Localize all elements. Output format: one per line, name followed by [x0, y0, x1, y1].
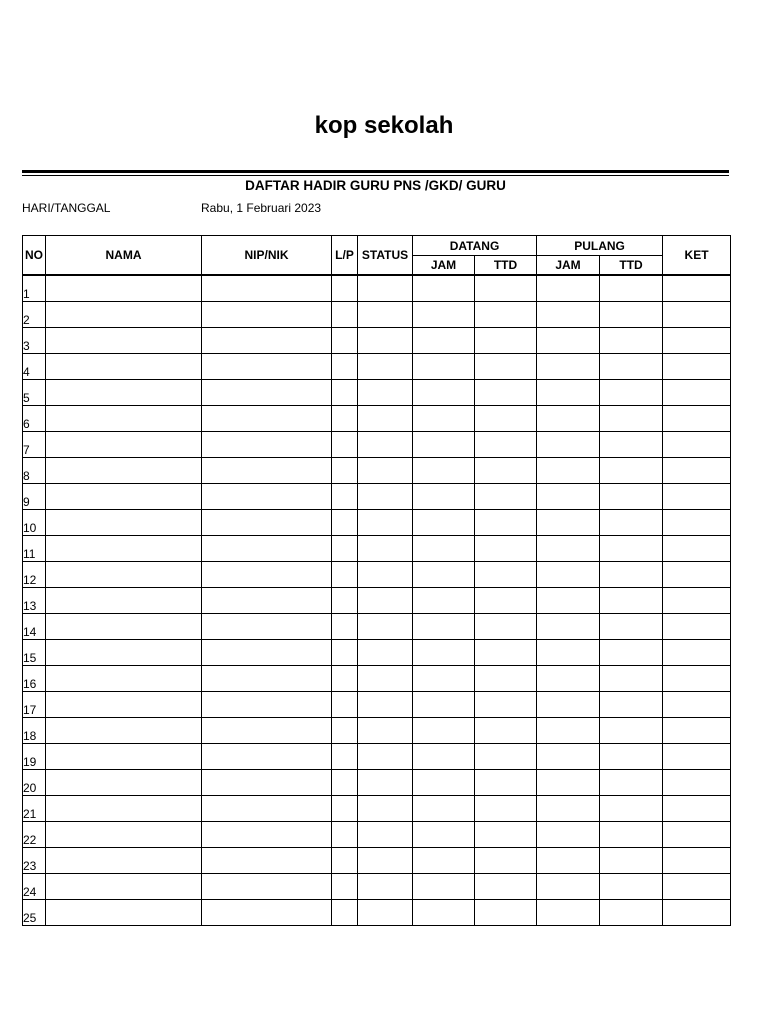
col-header-pulang: PULANG	[537, 236, 663, 256]
cell-nama	[46, 432, 202, 458]
cell-lp	[332, 874, 358, 900]
cell-pulang-ttd	[600, 302, 663, 328]
cell-ket	[663, 275, 731, 302]
cell-pulang-jam	[537, 536, 600, 562]
cell-no: 21	[23, 796, 46, 822]
cell-datang-jam	[413, 380, 475, 406]
cell-lp	[332, 406, 358, 432]
cell-status	[358, 484, 413, 510]
cell-datang-jam	[413, 848, 475, 874]
cell-lp	[332, 536, 358, 562]
attendance-rows	[23, 275, 731, 926]
cell-no: 20	[23, 770, 46, 796]
cell-datang-jam	[413, 666, 475, 692]
cell-nip	[202, 822, 332, 848]
table-row	[23, 432, 731, 458]
cell-pulang-jam	[537, 796, 600, 822]
col-header-lp: L/P	[332, 236, 358, 276]
cell-lp	[332, 484, 358, 510]
cell-no: 4	[23, 354, 46, 380]
cell-status	[358, 458, 413, 484]
table-row	[23, 536, 731, 562]
cell-datang-ttd	[475, 432, 537, 458]
cell-datang-ttd	[475, 354, 537, 380]
cell-ket	[663, 874, 731, 900]
cell-ket	[663, 796, 731, 822]
cell-ket	[663, 718, 731, 744]
cell-datang-jam	[413, 432, 475, 458]
cell-nama	[46, 718, 202, 744]
cell-pulang-ttd	[600, 588, 663, 614]
cell-pulang-jam	[537, 328, 600, 354]
cell-no: 18	[23, 718, 46, 744]
table-row	[23, 354, 731, 380]
cell-status	[358, 510, 413, 536]
cell-status	[358, 874, 413, 900]
cell-nip	[202, 275, 332, 302]
cell-nip	[202, 718, 332, 744]
cell-pulang-ttd	[600, 536, 663, 562]
cell-nip	[202, 874, 332, 900]
cell-datang-ttd	[475, 406, 537, 432]
cell-datang-jam	[413, 354, 475, 380]
cell-status	[358, 536, 413, 562]
cell-status	[358, 796, 413, 822]
cell-pulang-jam	[537, 744, 600, 770]
cell-lp	[332, 770, 358, 796]
cell-nama	[46, 874, 202, 900]
cell-no: 23	[23, 848, 46, 874]
cell-no: 17	[23, 692, 46, 718]
cell-status	[358, 328, 413, 354]
cell-pulang-ttd	[600, 822, 663, 848]
cell-lp	[332, 692, 358, 718]
cell-status	[358, 275, 413, 302]
table-row	[23, 900, 731, 926]
cell-pulang-jam	[537, 510, 600, 536]
cell-lp	[332, 380, 358, 406]
cell-ket	[663, 614, 731, 640]
cell-nip	[202, 744, 332, 770]
cell-nip	[202, 848, 332, 874]
cell-status	[358, 432, 413, 458]
cell-nama	[46, 614, 202, 640]
col-header-nip: NIP/NIK	[202, 236, 332, 276]
cell-datang-jam	[413, 406, 475, 432]
table-row	[23, 275, 731, 302]
cell-pulang-ttd	[600, 614, 663, 640]
cell-nip	[202, 666, 332, 692]
cell-datang-ttd	[475, 380, 537, 406]
cell-nama	[46, 484, 202, 510]
cell-pulang-jam	[537, 666, 600, 692]
school-letterhead: kop sekolah	[314, 112, 454, 139]
cell-pulang-ttd	[600, 848, 663, 874]
cell-pulang-ttd	[600, 666, 663, 692]
cell-no: 5	[23, 380, 46, 406]
cell-pulang-jam	[537, 302, 600, 328]
table-row	[23, 874, 731, 900]
cell-nip	[202, 510, 332, 536]
cell-status	[358, 718, 413, 744]
cell-lp	[332, 666, 358, 692]
table-row	[23, 562, 731, 588]
cell-no: 8	[23, 458, 46, 484]
cell-datang-jam	[413, 302, 475, 328]
cell-pulang-jam	[537, 275, 600, 302]
table-row	[23, 796, 731, 822]
cell-pulang-jam	[537, 900, 600, 926]
cell-no: 3	[23, 328, 46, 354]
table-row	[23, 692, 731, 718]
cell-pulang-jam	[537, 484, 600, 510]
cell-nip	[202, 536, 332, 562]
cell-status	[358, 640, 413, 666]
cell-nama	[46, 692, 202, 718]
cell-pulang-ttd	[600, 458, 663, 484]
table-row	[23, 822, 731, 848]
cell-nip	[202, 770, 332, 796]
cell-no: 15	[23, 640, 46, 666]
cell-datang-jam	[413, 692, 475, 718]
header-divider-thick	[22, 170, 729, 173]
cell-nip	[202, 406, 332, 432]
table-row	[23, 588, 731, 614]
cell-datang-ttd	[475, 796, 537, 822]
cell-pulang-ttd	[600, 275, 663, 302]
cell-pulang-jam	[537, 822, 600, 848]
subcol-header-datang-jam: JAM	[413, 256, 475, 276]
date-value: Rabu, 1 Februari 2023	[201, 201, 322, 215]
cell-lp	[332, 848, 358, 874]
cell-datang-ttd	[475, 718, 537, 744]
cell-datang-jam	[413, 614, 475, 640]
cell-no: 19	[23, 744, 46, 770]
cell-datang-jam	[413, 718, 475, 744]
cell-datang-ttd	[475, 484, 537, 510]
cell-status	[358, 354, 413, 380]
cell-nip	[202, 302, 332, 328]
table-row	[23, 380, 731, 406]
cell-datang-ttd	[475, 744, 537, 770]
cell-no: 14	[23, 614, 46, 640]
cell-pulang-ttd	[600, 406, 663, 432]
cell-datang-jam	[413, 640, 475, 666]
cell-datang-jam	[413, 588, 475, 614]
cell-no: 22	[23, 822, 46, 848]
cell-ket	[663, 666, 731, 692]
cell-nama	[46, 302, 202, 328]
cell-ket	[663, 302, 731, 328]
cell-status	[358, 692, 413, 718]
cell-ket	[663, 510, 731, 536]
cell-status	[358, 900, 413, 926]
cell-datang-jam	[413, 744, 475, 770]
subcol-header-pulang-jam: JAM	[537, 256, 600, 276]
cell-lp	[332, 458, 358, 484]
cell-pulang-jam	[537, 640, 600, 666]
cell-ket	[663, 380, 731, 406]
table-row	[23, 744, 731, 770]
cell-datang-ttd	[475, 822, 537, 848]
cell-datang-ttd	[475, 458, 537, 484]
cell-ket	[663, 484, 731, 510]
cell-status	[358, 848, 413, 874]
cell-pulang-jam	[537, 692, 600, 718]
cell-datang-ttd	[475, 614, 537, 640]
cell-lp	[332, 900, 358, 926]
cell-datang-ttd	[475, 302, 537, 328]
cell-datang-jam	[413, 562, 475, 588]
cell-pulang-jam	[537, 406, 600, 432]
cell-nip	[202, 796, 332, 822]
cell-lp	[332, 822, 358, 848]
cell-lp	[332, 614, 358, 640]
cell-pulang-jam	[537, 718, 600, 744]
cell-lp	[332, 640, 358, 666]
cell-pulang-ttd	[600, 432, 663, 458]
cell-nama	[46, 770, 202, 796]
table-row	[23, 848, 731, 874]
cell-datang-jam	[413, 770, 475, 796]
cell-datang-ttd	[475, 640, 537, 666]
cell-datang-jam	[413, 874, 475, 900]
cell-datang-ttd	[475, 536, 537, 562]
cell-ket	[663, 692, 731, 718]
cell-lp	[332, 588, 358, 614]
cell-ket	[663, 770, 731, 796]
cell-pulang-ttd	[600, 796, 663, 822]
cell-pulang-jam	[537, 562, 600, 588]
cell-no: 24	[23, 874, 46, 900]
cell-nama	[46, 640, 202, 666]
cell-ket	[663, 432, 731, 458]
table-row	[23, 302, 731, 328]
cell-lp	[332, 275, 358, 302]
cell-nama	[46, 822, 202, 848]
cell-nip	[202, 562, 332, 588]
cell-nama	[46, 354, 202, 380]
cell-datang-jam	[413, 510, 475, 536]
cell-datang-jam	[413, 536, 475, 562]
cell-status	[358, 406, 413, 432]
cell-pulang-ttd	[600, 744, 663, 770]
cell-lp	[332, 718, 358, 744]
cell-ket	[663, 536, 731, 562]
cell-datang-ttd	[475, 770, 537, 796]
cell-status	[358, 770, 413, 796]
cell-nama	[46, 848, 202, 874]
cell-nip	[202, 614, 332, 640]
cell-nama	[46, 406, 202, 432]
cell-nip	[202, 588, 332, 614]
cell-ket	[663, 640, 731, 666]
cell-datang-ttd	[475, 588, 537, 614]
cell-no: 7	[23, 432, 46, 458]
cell-pulang-jam	[537, 380, 600, 406]
cell-nip	[202, 432, 332, 458]
cell-pulang-jam	[537, 588, 600, 614]
cell-ket	[663, 744, 731, 770]
cell-pulang-jam	[537, 614, 600, 640]
table-row	[23, 666, 731, 692]
cell-nip	[202, 328, 332, 354]
cell-pulang-ttd	[600, 562, 663, 588]
cell-lp	[332, 744, 358, 770]
cell-datang-ttd	[475, 900, 537, 926]
cell-datang-ttd	[475, 510, 537, 536]
col-header-status: STATUS	[358, 236, 413, 276]
table-row	[23, 510, 731, 536]
cell-datang-ttd	[475, 275, 537, 302]
cell-no: 16	[23, 666, 46, 692]
cell-nama	[46, 380, 202, 406]
cell-nama	[46, 536, 202, 562]
cell-pulang-jam	[537, 354, 600, 380]
cell-pulang-ttd	[600, 692, 663, 718]
header-divider-thin	[22, 175, 729, 176]
cell-no: 1	[23, 275, 46, 302]
cell-status	[358, 666, 413, 692]
date-label: HARI/TANGGAL	[22, 201, 111, 215]
cell-nama	[46, 510, 202, 536]
cell-nip	[202, 640, 332, 666]
cell-nama	[46, 328, 202, 354]
cell-status	[358, 380, 413, 406]
cell-lp	[332, 510, 358, 536]
cell-ket	[663, 458, 731, 484]
cell-pulang-jam	[537, 874, 600, 900]
table-row	[23, 484, 731, 510]
table-row	[23, 718, 731, 744]
cell-nip	[202, 354, 332, 380]
cell-ket	[663, 900, 731, 926]
cell-pulang-ttd	[600, 328, 663, 354]
cell-datang-ttd	[475, 666, 537, 692]
cell-datang-jam	[413, 275, 475, 302]
cell-nip	[202, 692, 332, 718]
table-row	[23, 640, 731, 666]
cell-datang-jam	[413, 796, 475, 822]
cell-pulang-jam	[537, 770, 600, 796]
table-row	[23, 614, 731, 640]
cell-status	[358, 614, 413, 640]
cell-datang-ttd	[475, 562, 537, 588]
cell-ket	[663, 406, 731, 432]
cell-datang-jam	[413, 822, 475, 848]
cell-nip	[202, 900, 332, 926]
subcol-header-pulang-ttd: TTD	[600, 256, 663, 276]
cell-ket	[663, 822, 731, 848]
cell-nama	[46, 562, 202, 588]
cell-pulang-ttd	[600, 770, 663, 796]
cell-pulang-ttd	[600, 900, 663, 926]
cell-status	[358, 302, 413, 328]
cell-datang-jam	[413, 458, 475, 484]
cell-ket	[663, 588, 731, 614]
cell-datang-ttd	[475, 692, 537, 718]
cell-no: 13	[23, 588, 46, 614]
cell-status	[358, 562, 413, 588]
cell-lp	[332, 796, 358, 822]
col-header-nama: NAMA	[46, 236, 202, 276]
cell-nip	[202, 380, 332, 406]
cell-datang-ttd	[475, 328, 537, 354]
cell-ket	[663, 354, 731, 380]
cell-pulang-ttd	[600, 380, 663, 406]
cell-pulang-ttd	[600, 354, 663, 380]
subcol-header-datang-ttd: TTD	[475, 256, 537, 276]
cell-pulang-ttd	[600, 484, 663, 510]
cell-nip	[202, 484, 332, 510]
attendance-table	[22, 235, 731, 926]
cell-no: 10	[23, 510, 46, 536]
cell-no: 6	[23, 406, 46, 432]
cell-datang-jam	[413, 484, 475, 510]
cell-lp	[332, 354, 358, 380]
cell-status	[358, 588, 413, 614]
cell-datang-ttd	[475, 848, 537, 874]
col-header-datang: DATANG	[413, 236, 537, 256]
cell-no: 11	[23, 536, 46, 562]
col-header-ket: KET	[663, 236, 731, 276]
cell-nama	[46, 666, 202, 692]
col-header-no: NO	[23, 236, 46, 276]
cell-ket	[663, 328, 731, 354]
document-title: DAFTAR HADIR GURU PNS /GKD/ GURU	[245, 178, 506, 193]
table-row	[23, 406, 731, 432]
cell-pulang-ttd	[600, 874, 663, 900]
cell-lp	[332, 432, 358, 458]
cell-ket	[663, 562, 731, 588]
cell-pulang-jam	[537, 848, 600, 874]
cell-datang-jam	[413, 900, 475, 926]
cell-pulang-jam	[537, 432, 600, 458]
cell-nama	[46, 900, 202, 926]
cell-nama	[46, 275, 202, 302]
cell-pulang-ttd	[600, 718, 663, 744]
cell-nama	[46, 796, 202, 822]
cell-lp	[332, 328, 358, 354]
cell-pulang-ttd	[600, 510, 663, 536]
cell-nama	[46, 744, 202, 770]
cell-status	[358, 744, 413, 770]
table-row	[23, 458, 731, 484]
table-row	[23, 328, 731, 354]
cell-lp	[332, 302, 358, 328]
cell-pulang-jam	[537, 458, 600, 484]
cell-ket	[663, 848, 731, 874]
cell-pulang-ttd	[600, 640, 663, 666]
table-row	[23, 770, 731, 796]
cell-nip	[202, 458, 332, 484]
cell-nama	[46, 588, 202, 614]
cell-status	[358, 822, 413, 848]
cell-nama	[46, 458, 202, 484]
cell-no: 12	[23, 562, 46, 588]
cell-lp	[332, 562, 358, 588]
cell-datang-ttd	[475, 874, 537, 900]
cell-datang-jam	[413, 328, 475, 354]
cell-no: 25	[23, 900, 46, 926]
cell-no: 2	[23, 302, 46, 328]
cell-no: 9	[23, 484, 46, 510]
